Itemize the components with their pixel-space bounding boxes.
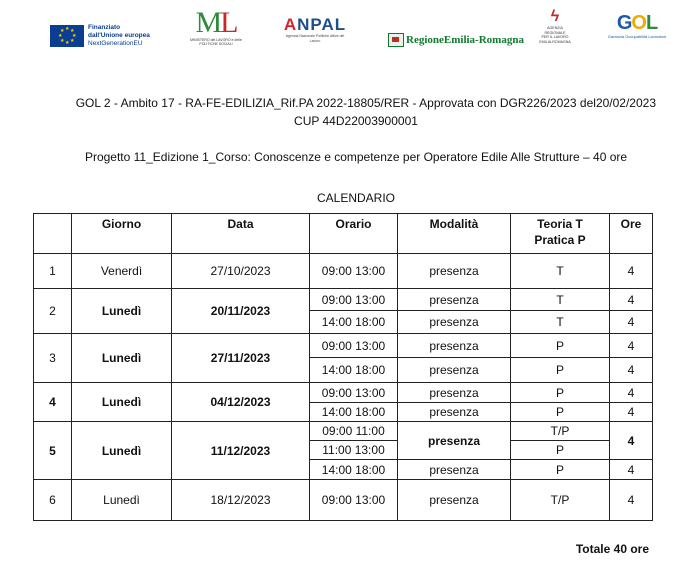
cell-orario: 14:00 18:00 (310, 403, 398, 422)
table-row (34, 422, 653, 441)
cell-orario: 09:00 13:00 (310, 289, 398, 311)
regione-emblem-icon (388, 33, 404, 47)
cell-orario: 09:00 13:00 (310, 383, 398, 403)
cell-num: 3 (34, 334, 72, 383)
cell-num: 6 (34, 480, 72, 521)
cell-data: 04/12/2023 (172, 383, 310, 422)
cell-num: 5 (34, 422, 72, 480)
table-header-row (34, 214, 653, 254)
cell-num: 4 (34, 383, 72, 422)
cell-ore: 4 (610, 289, 653, 311)
cell-ore: 4 (610, 311, 653, 334)
eu-flag-icon: ★ ★ ★ ★ ★ ★ ★ ★ (50, 25, 84, 47)
calendar-table (33, 213, 653, 521)
header-modalita: Modalità (398, 214, 511, 254)
cell-orario: 14:00 18:00 (310, 311, 398, 334)
cell-modalita: presenza (398, 480, 511, 521)
gol-logo: GOL Garanzia Occupabilità Lavoratori (607, 12, 667, 39)
cell-modalita: presenza (398, 358, 511, 383)
eu-logo (50, 16, 150, 56)
cell-modalita: presenza (398, 383, 511, 403)
cell-tp: P (511, 460, 610, 480)
header-project: Progetto 11_Edizione 1_Corso: Conoscenze e competenze per Operatore Edile Alle Strutture – 40 ore (84, 150, 628, 164)
logos-bar (50, 8, 670, 48)
cell-orario: 09:00 13:00 (310, 480, 398, 521)
cell-ore: 4 (610, 460, 653, 480)
cell-tp: T (511, 254, 610, 289)
cell-giorno: Lunedì (72, 480, 172, 521)
header-orario: Orario (310, 214, 398, 254)
cell-modalita: presenza (398, 403, 511, 422)
cell-orario: 14:00 18:00 (310, 460, 398, 480)
cell-modalita: presenza (398, 289, 511, 311)
cell-modalita: presenza (398, 422, 511, 460)
cell-orario: 09:00 11:00 (310, 422, 398, 441)
regione-logo: RegioneEmilia-Romagna (388, 20, 524, 60)
cell-ore: 4 (610, 480, 653, 521)
cell-modalita: presenza (398, 334, 511, 358)
runner-icon: ϟ (550, 8, 560, 25)
agenzia-lavoro-logo: ϟ AGENZIA REGIONALE PER IL LAVORO EMILIA-ROMAGNA (530, 8, 580, 48)
cell-orario: 09:00 13:00 (310, 254, 398, 289)
anpal-logo: ANPAL Agenzia Nazionale Politiche Attive del Lavoro (283, 15, 347, 43)
cell-giorno: Venerdì (72, 254, 172, 289)
cell-orario: 09:00 13:00 (310, 334, 398, 358)
cell-tp: P (511, 383, 610, 403)
cell-tp: T/P (511, 480, 610, 521)
header-num (34, 214, 72, 254)
cell-orario: 11:00 13:00 (310, 441, 398, 460)
cell-tp: T/P (511, 422, 610, 441)
header-ore: Ore (610, 214, 653, 254)
cell-tp: P (511, 358, 610, 383)
header-line-1: GOL 2 - Ambito 17 - RA-FE-EDILIZIA_Rif.PA 2022-18805/RER - Approvata con DGR226/2023 del20/02/2023 (75, 96, 656, 110)
cell-num: 1 (34, 254, 72, 289)
cell-ore: 4 (610, 334, 653, 358)
header-data: Data (172, 214, 310, 254)
cell-modalita: presenza (398, 460, 511, 480)
cell-tp: T (511, 311, 610, 334)
cell-ore: 4 (610, 383, 653, 403)
totale-ore: Totale 40 ore (575, 542, 649, 556)
table-row (34, 383, 653, 403)
table-row (34, 289, 653, 311)
header-teoria-pratica: Teoria T Pratica P (511, 214, 610, 254)
ministero-logo: ML MINISTERO del LAVORO e delle POLITICHE SOCIALI (190, 6, 242, 46)
cell-modalita: presenza (398, 254, 511, 289)
calendar-title: CALENDARIO (316, 191, 396, 205)
cell-tp: T (511, 289, 610, 311)
cell-data: 27/10/2023 (172, 254, 310, 289)
cell-num: 2 (34, 289, 72, 334)
cell-data: 11/12/2023 (172, 422, 310, 480)
eu-logo-text: Finanziato dall'Unione europea NextGenerationEU (88, 24, 150, 47)
cell-giorno: Lunedì (72, 289, 172, 334)
table-row (34, 480, 653, 521)
cell-data: 20/11/2023 (172, 289, 310, 334)
header-cup: CUP 44D22003900001 (294, 114, 418, 128)
cell-ore: 4 (610, 254, 653, 289)
cell-giorno: Lunedì (72, 334, 172, 383)
header-giorno: Giorno (72, 214, 172, 254)
cell-data: 27/11/2023 (172, 334, 310, 383)
cell-tp: P (511, 441, 610, 460)
cell-tp: P (511, 403, 610, 422)
cell-ore: 4 (610, 422, 653, 460)
cell-data: 18/12/2023 (172, 480, 310, 521)
table-row (34, 334, 653, 358)
cell-orario: 14:00 18:00 (310, 358, 398, 383)
cell-ore: 4 (610, 358, 653, 383)
table-row (34, 254, 653, 289)
cell-giorno: Lunedì (72, 383, 172, 422)
cell-giorno: Lunedì (72, 422, 172, 480)
cell-ore: 4 (610, 403, 653, 422)
cell-tp: P (511, 334, 610, 358)
cell-modalita: presenza (398, 311, 511, 334)
